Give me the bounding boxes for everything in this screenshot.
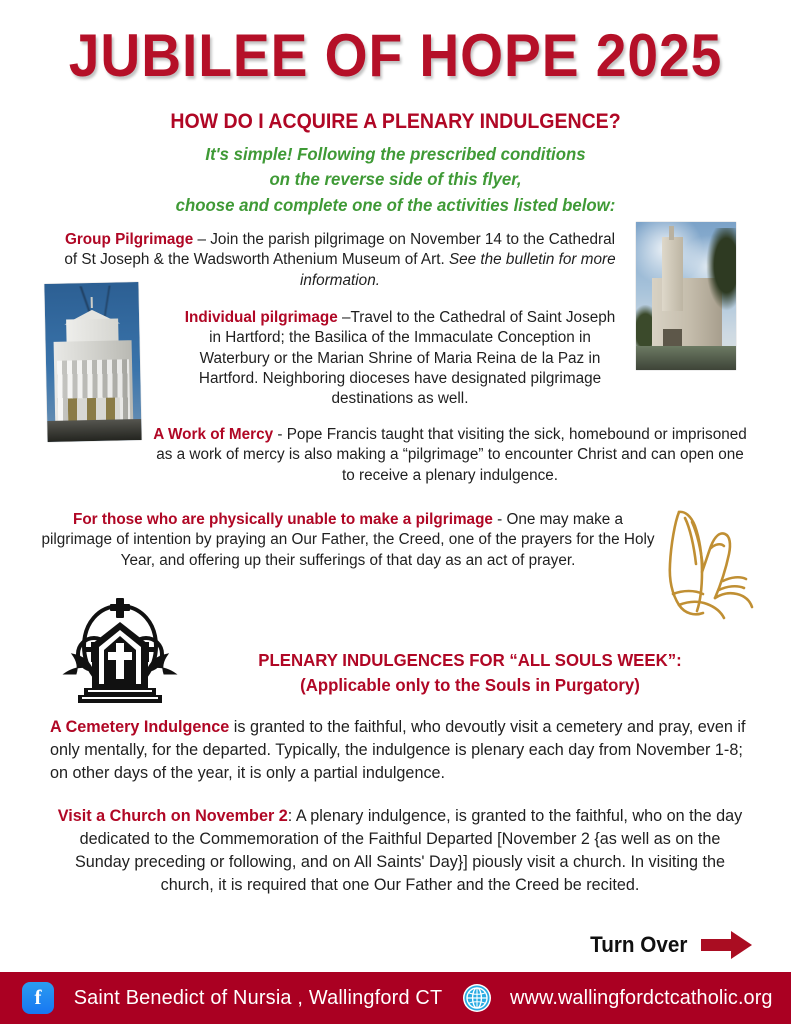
- activity-body: – Join the parish pilgrimage on November 14 to the Cathedral of St Joseph & the Wadsworth Athenium Museum of Art.: [64, 231, 616, 269]
- facebook-icon[interactable]: [22, 982, 54, 1014]
- facebook-letter: f: [34, 984, 42, 1009]
- cathedral-tower: [662, 237, 683, 311]
- activity-lead: Individual pilgrimage: [184, 309, 338, 326]
- question-heading: HOW DO I ACQUIRE A PLENARY INDULGENCE?: [170, 110, 621, 133]
- all-souls-heading-line-2: (Applicable only to the Souls in Purgatory): [300, 675, 640, 696]
- doors: [67, 398, 120, 423]
- cemetery-monument-icon: [58, 596, 182, 704]
- activity-note: See the bulletin for more information.: [300, 251, 616, 289]
- activity-lead: Group Pilgrimage: [64, 231, 194, 248]
- photo-cathedral-saint-joseph: [636, 222, 736, 370]
- website-url[interactable]: www.wallingfordctcatholic.org: [510, 986, 773, 1009]
- activity-lead: For those who are physically unable to make a pilgrimage: [72, 511, 493, 528]
- globe-icon[interactable]: [462, 983, 492, 1013]
- activity-physically-unable: [38, 510, 658, 571]
- paragraph-lead: Visit a Church on November 2: [57, 807, 288, 825]
- activity-individual-pilgrimage: [180, 308, 620, 410]
- intro-line-1: It's simple! Following the prescribed conditions: [205, 144, 586, 164]
- ground: [636, 346, 736, 370]
- photo-basilica-immaculate-conception: [44, 282, 141, 442]
- activity-body: - Pope Francis taught that visiting the sick, homebound or imprisoned as a work of mercy is also making a “pilgrimage” to encounter Christ and can open one to receive a plenary indulgence.: [156, 426, 747, 484]
- cemetery-indulgence-paragraph: [50, 716, 750, 785]
- paragraph-body: is granted to the faithful, who devoutly visit a cemetery and pray, even if only mentally, for the departed. Typically, the indulgence is plenary each day from November 1-8; on other days of the year, it is only a partial indulgence.: [50, 718, 746, 782]
- activity-group-pilgrimage: [60, 230, 620, 291]
- turn-over-indicator: [587, 930, 753, 960]
- activity-body: –Travel to the Cathedral of Saint Joseph in Hartford; the Basilica of the Immaculate Conception in Waterbury or the Marian Shrine of Maria Reina de la Paz in Hartford. Neighboring dioceses have designated pilgrimage destinations as well.: [198, 309, 616, 408]
- tree-right: [706, 228, 736, 311]
- activity-lead: A Work of Mercy: [153, 426, 274, 443]
- turn-over-label: Turn Over: [590, 932, 688, 957]
- intro-line-2: on the reverse side of this flyer,: [269, 169, 522, 190]
- all-souls-heading: [201, 648, 739, 699]
- paragraph-lead: A Cemetery Indulgence: [50, 718, 230, 736]
- paragraph-body: : A plenary indulgence, is granted to the faithful, who on the day dedicated to the Commemoration of the Faithful Departed [November 2 {as well as on the Sunday preceding or following, and on All Saints' Day}] piously visit a church. In visiting the church, it is required that one Our Father and the Creed be recited.: [74, 807, 743, 894]
- page-title: JUBILEE OF HOPE 2025: [68, 22, 723, 89]
- activity-body: - One may make a pilgrimage of intention by praying an Our Father, the Creed, one of the prayers for the Holy Year, and offering up their sufferings of that day as an act of prayer.: [41, 511, 655, 569]
- roof-cross: [90, 297, 93, 308]
- footer-bar: [0, 972, 791, 1024]
- street: [47, 419, 141, 441]
- visit-church-paragraph: [50, 805, 750, 897]
- right-arrow-icon: [701, 930, 753, 960]
- intro-block: [16, 142, 775, 218]
- all-souls-heading-line-1: PLENARY INDULGENCES FOR “ALL SOULS WEEK”:: [258, 650, 682, 670]
- parish-name: Saint Benedict of Nursia , Wallingford CT: [73, 986, 443, 1009]
- praying-hands-icon: [645, 502, 765, 620]
- intro-line-3: choose and complete one of the activities listed below:: [175, 194, 616, 215]
- activity-work-of-mercy: [150, 425, 750, 486]
- cathedral-spire: [669, 226, 674, 239]
